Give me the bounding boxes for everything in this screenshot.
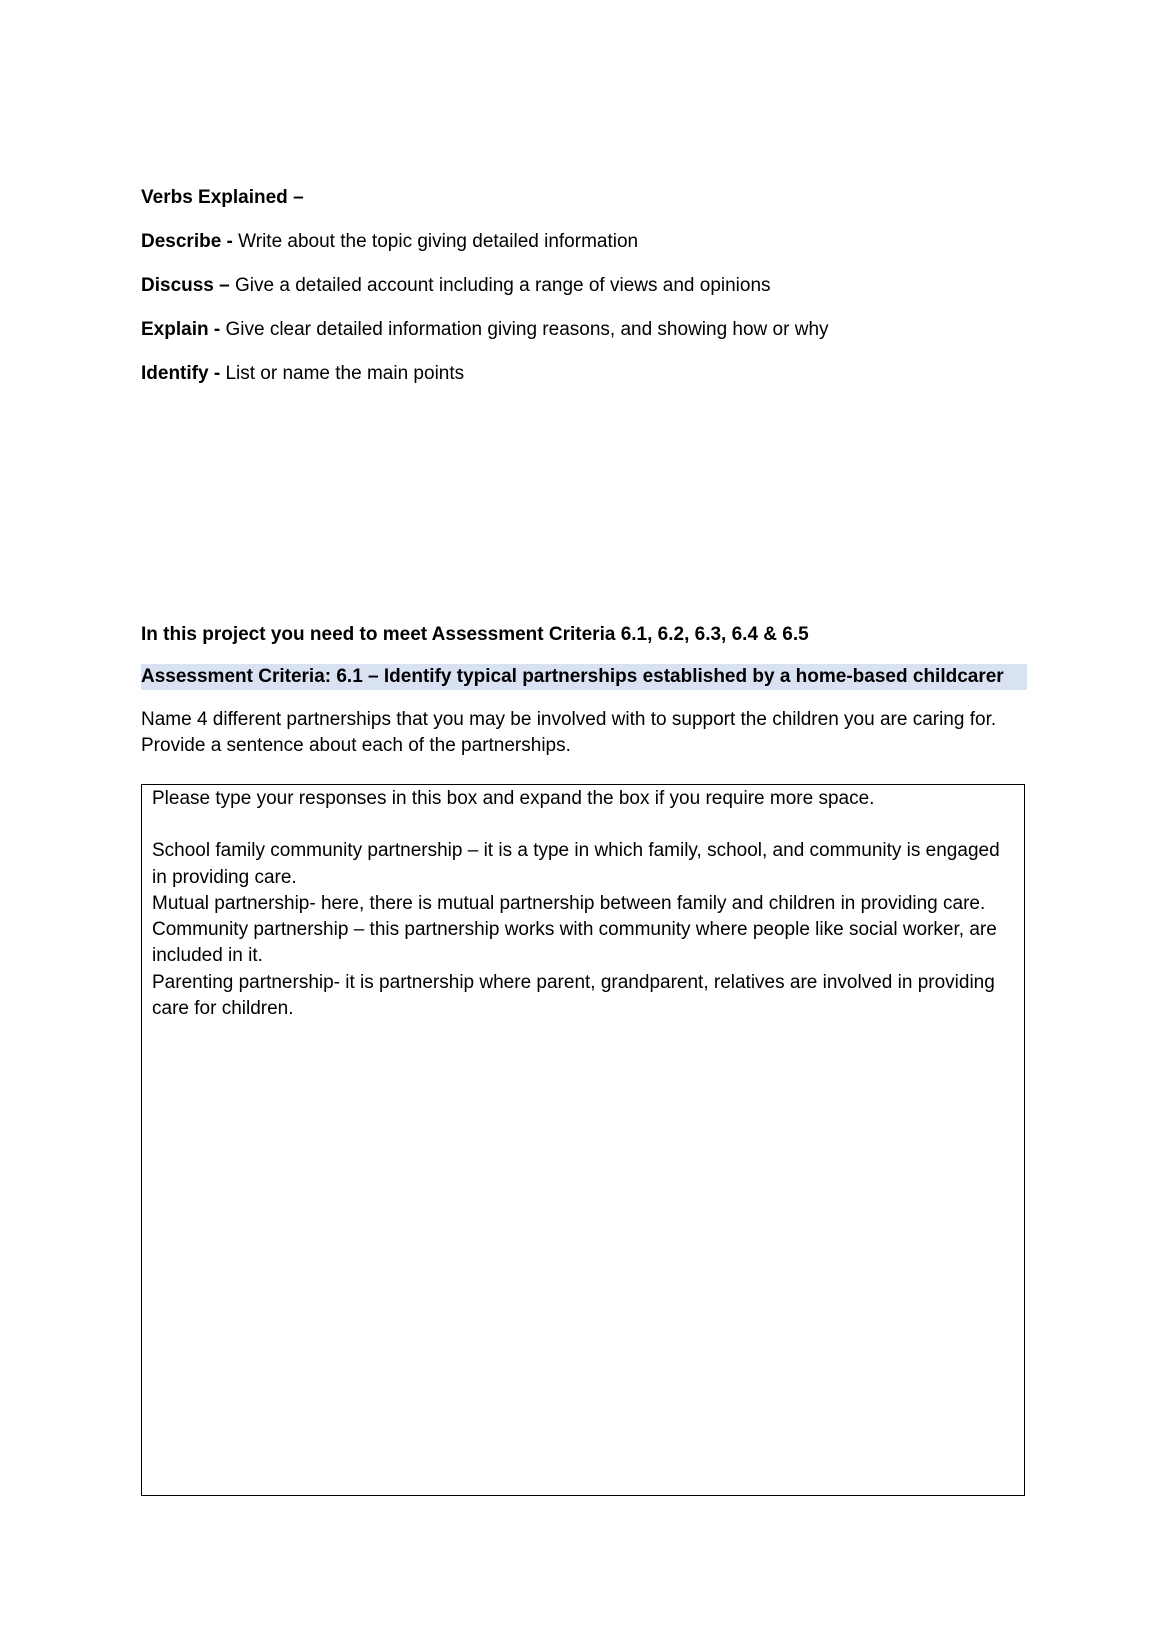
- task-instructions: Name 4 different partnerships that you may be involved with to support the children you are caring for. Provide a sentence about each of the partnerships.: [141, 709, 997, 756]
- verb-describe: [141, 229, 1021, 255]
- response-answer[interactable]: School family community partnership – it is a type in which family, school, and community is engaged in providing care.: [152, 840, 1000, 888]
- verb-term: Describe -: [141, 231, 233, 252]
- verb-term: Explain -: [141, 319, 221, 340]
- response-prompt: Please type your responses in this box and expand the box if you require more space.: [152, 788, 875, 809]
- verb-definition: List or name the main points: [225, 363, 465, 384]
- verb-discuss: [141, 273, 1021, 299]
- verbs-heading: Verbs Explained –: [141, 187, 304, 208]
- response-answer[interactable]: Parenting partnership- it is partnership where parent, grandparent, relatives are involved in providing care for children.: [152, 971, 995, 1020]
- verb-identify: [141, 361, 1021, 387]
- project-intro: In this project you need to meet Assessment Criteria 6.1, 6.2, 6.3, 6.4 & 6.5: [141, 624, 809, 645]
- verb-term: Discuss –: [141, 275, 230, 296]
- response-answer[interactable]: Mutual partnership- here, there is mutual partnership between family and children in providing care.: [152, 892, 986, 914]
- verb-definition: Write about the topic giving detailed information: [238, 231, 639, 252]
- assessment-section: [141, 622, 1027, 759]
- verb-definition: Give clear detailed information giving reasons, and showing how or why: [225, 319, 829, 340]
- response-box[interactable]: [141, 784, 1025, 1496]
- verb-explain: [141, 317, 1021, 343]
- response-answer[interactable]: Community partnership – this partnership works with community where people like social worker, are included in it.: [152, 919, 997, 967]
- criteria-heading: Assessment Criteria: 6.1 – Identify typical partnerships established by a home-based childcarer: [141, 664, 1027, 690]
- verb-definition: Give a detailed account including a range of views and opinions: [235, 275, 771, 296]
- verb-term: Identify -: [141, 363, 221, 384]
- verbs-explained-section: [141, 185, 1021, 405]
